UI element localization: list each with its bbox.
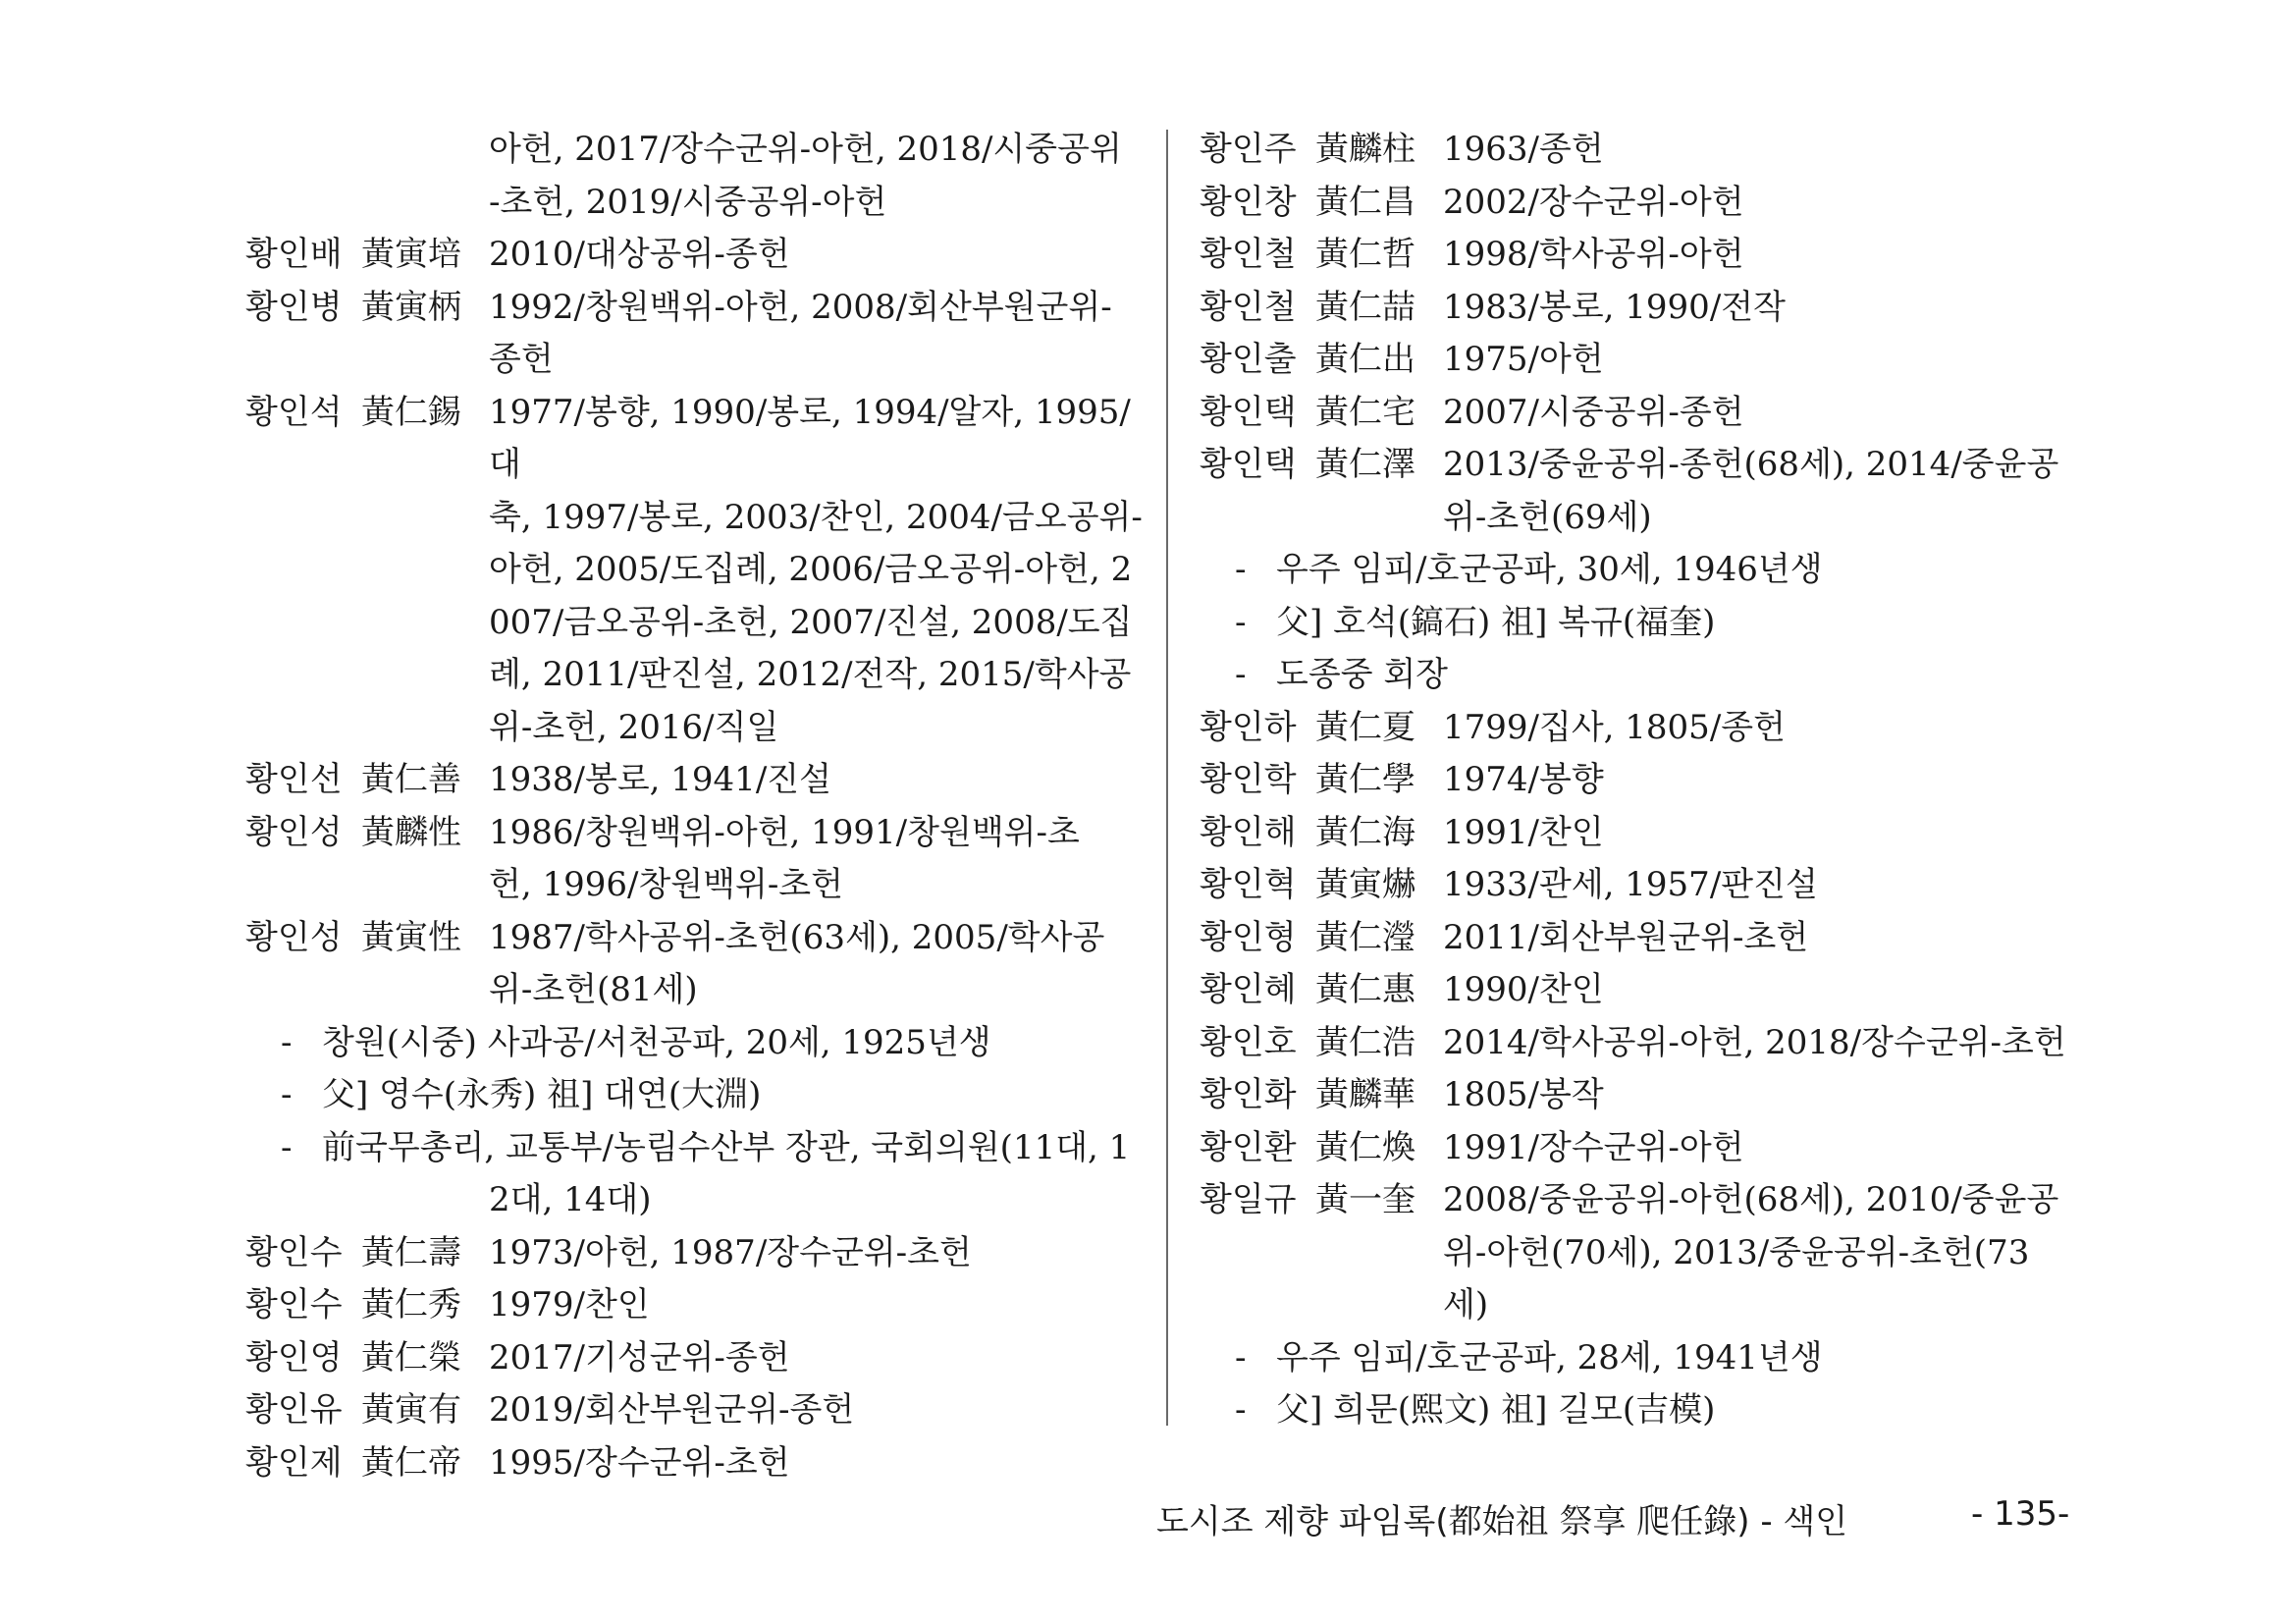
note-line <box>245 1069 1148 1122</box>
entry-hanja: 黃仁瀅 <box>1315 917 1415 957</box>
entry-name: 황인성 <box>245 917 343 957</box>
entry-hanja: 黃仁善 <box>361 760 461 799</box>
record-line: 위-초헌(81세) <box>489 970 698 1009</box>
dash-mark: - <box>1235 550 1247 589</box>
entry-name: 황인병 <box>245 287 343 327</box>
entry-name: 황인영 <box>245 1337 343 1378</box>
record-line: 2013/중윤공위-종헌(68세), 2014/중윤공 <box>1443 445 2059 484</box>
entry-records <box>489 1437 1148 1490</box>
note-line <box>245 1122 1148 1175</box>
entry-hanja: 黃仁宅 <box>1315 392 1415 432</box>
index-entry <box>1200 177 2108 230</box>
entry-name: 황일규 <box>1200 1180 1297 1219</box>
index-entry <box>1200 807 2108 860</box>
index-entry <box>245 229 1148 282</box>
entry-name: 황인해 <box>1200 812 1297 852</box>
index-entry <box>1200 1174 2108 1332</box>
entry-name: 황인철 <box>1200 287 1297 327</box>
record-line: 1995/장수군위-초헌 <box>489 1442 790 1483</box>
note-line <box>1200 544 2108 597</box>
entry-hanja: 黃仁惠 <box>1315 970 1415 1009</box>
note-line <box>245 1017 1148 1070</box>
entry-records <box>1443 387 2108 440</box>
entry-records <box>1443 912 2108 965</box>
record-line: 2011/회산부원군위-초헌 <box>1443 917 1809 957</box>
note-text: 우주 임피/호군공파, 28세, 1941년생 <box>1276 1337 1823 1378</box>
entry-hanja: 黃寅培 <box>361 235 461 274</box>
note-line <box>1200 1332 2108 1385</box>
entry-records <box>1443 1122 2108 1175</box>
index-entry <box>245 807 1148 912</box>
entry-name: 황인호 <box>1200 1022 1297 1062</box>
entry-records <box>489 1332 1148 1385</box>
entry-records <box>489 1227 1148 1280</box>
entry-records <box>489 1384 1148 1437</box>
entry-hanja: 黃仁秀 <box>361 1285 461 1324</box>
column-divider <box>1166 130 1168 1426</box>
index-entry <box>1200 334 2108 387</box>
record-line: 2019/회산부원군위-종헌 <box>489 1390 855 1430</box>
record-line: 아헌, 2005/도집례, 2006/금오공위-아헌, 2 <box>489 550 1133 589</box>
entry-name: 황인화 <box>1200 1075 1297 1114</box>
note-text: 父] 영수(永秀) 祖] 대연(大淵) <box>322 1075 762 1114</box>
record-line: 헌, 1996/창원백위-초헌 <box>489 865 843 904</box>
entry-name: 황인출 <box>1200 340 1297 379</box>
record-line: 위-초헌(69세) <box>1443 497 1652 537</box>
entry-hanja: 黃仁榮 <box>361 1337 461 1378</box>
index-entry <box>1200 1069 2108 1122</box>
record-line: 2002/장수군위-아헌 <box>1443 182 1744 222</box>
entry-name: 황인주 <box>1200 130 1297 169</box>
left-column <box>245 124 1148 1489</box>
entry-name: 황인택 <box>1200 445 1297 484</box>
index-entry <box>245 1437 1148 1490</box>
continuation-line: 아헌, 2017/장수군위-아헌, 2018/시중공위 <box>489 130 1122 169</box>
dash-mark: - <box>1235 602 1247 642</box>
entry-records <box>1443 964 2108 1017</box>
entry-hanja: 黃仁帝 <box>361 1442 461 1483</box>
record-line: 1990/찬인 <box>1443 970 1604 1009</box>
index-entry <box>1200 1122 2108 1175</box>
record-line: 2014/학사공위-아헌, 2018/장수군위-초헌 <box>1443 1022 2066 1062</box>
entry-records <box>1443 859 2108 912</box>
entry-name: 황인혁 <box>1200 865 1297 904</box>
record-line: 1986/창원백위-아헌, 1991/창원백위-초 <box>489 812 1080 852</box>
record-line: 1973/아헌, 1987/장수군위-초헌 <box>489 1232 972 1272</box>
index-entry <box>1200 439 2108 544</box>
entry-records <box>1443 124 2108 177</box>
note-text: 우주 임피/호군공파, 30세, 1946년생 <box>1276 550 1823 589</box>
page-number: - 135- <box>1971 1494 2070 1534</box>
entry-name: 황인제 <box>245 1442 343 1483</box>
dash-mark: - <box>281 1022 293 1062</box>
index-entry <box>245 1227 1148 1280</box>
index-entry <box>245 1384 1148 1437</box>
note-line <box>1200 649 2108 702</box>
entry-hanja: 黃仁哲 <box>1315 235 1415 274</box>
entry-hanja: 黃仁澤 <box>1315 445 1415 484</box>
entry-name: 황인환 <box>1200 1127 1297 1167</box>
entry-name: 황인수 <box>245 1232 343 1272</box>
entry-hanja: 黃仁喆 <box>1315 287 1415 327</box>
record-line: 1991/찬인 <box>1443 812 1604 852</box>
note-text: 창원(시중) 사과공/서천공파, 20세, 1925년생 <box>322 1022 991 1062</box>
record-line: 종헌 <box>489 340 554 379</box>
entry-records <box>1443 1069 2108 1122</box>
record-line: 위-초헌, 2016/직일 <box>489 707 779 747</box>
entry-name: 황인석 <box>245 392 343 432</box>
dash-mark: - <box>1235 1390 1247 1430</box>
index-entry <box>245 282 1148 387</box>
record-line: 1977/봉향, 1990/봉로, 1994/알자, 1995/대 <box>489 392 1131 484</box>
entry-records <box>1443 807 2108 860</box>
entry-records <box>1443 229 2108 282</box>
index-entry <box>1200 282 2108 335</box>
index-entry <box>1200 1017 2108 1070</box>
record-line: 1975/아헌 <box>1443 340 1604 379</box>
entry-hanja: 黃寅爀 <box>1315 865 1415 904</box>
record-line: 1963/종헌 <box>1443 130 1604 169</box>
record-line: 축, 1997/봉로, 2003/찬인, 2004/금오공위- <box>489 497 1143 537</box>
continuation-line: -초헌, 2019/시중공위-아헌 <box>489 182 887 222</box>
index-entry <box>1200 124 2108 177</box>
entry-records <box>1443 282 2108 335</box>
entry-records <box>489 912 1148 1017</box>
entry-name: 황인선 <box>245 760 343 799</box>
dash-mark: - <box>281 1075 293 1114</box>
entry-name: 황인하 <box>1200 707 1297 747</box>
entry-records <box>1443 334 2108 387</box>
index-entry <box>1200 754 2108 807</box>
record-line: 1992/창원백위-아헌, 2008/회산부원군위- <box>489 287 1112 327</box>
entry-records <box>489 282 1148 387</box>
entry-name: 황인성 <box>245 812 343 852</box>
record-line: 위-아헌(70세), 2013/중윤공위-초헌(73 <box>1443 1232 2030 1272</box>
entry-hanja: 黃仁出 <box>1315 340 1415 379</box>
entry-hanja: 黃麟性 <box>361 812 461 852</box>
record-line: 1799/집사, 1805/종헌 <box>1443 707 1786 747</box>
entry-hanja: 黃仁學 <box>1315 760 1415 799</box>
record-line: 007/금오공위-초헌, 2007/진설, 2008/도집 <box>489 602 1133 642</box>
entry-records <box>1443 754 2108 807</box>
entry-hanja: 黃麟柱 <box>1315 130 1415 169</box>
record-line: 1987/학사공위-초헌(63세), 2005/학사공 <box>489 917 1105 957</box>
dash-mark: - <box>1235 1337 1247 1378</box>
note-text: 前국무총리, 교통부/농림수산부 장관, 국회의원(11대, 1 <box>322 1127 1131 1167</box>
note-text: 父] 호석(鎬石) 祖] 복규(福奎) <box>1276 602 1716 642</box>
entry-records <box>1443 1174 2108 1332</box>
record-line: 2007/시중공위-종헌 <box>1443 392 1744 432</box>
dash-mark: - <box>281 1127 293 1167</box>
entry-hanja: 黃仁壽 <box>361 1232 461 1272</box>
record-line: 2010/대상공위-종헌 <box>489 235 790 274</box>
record-line: 1933/관세, 1957/판진설 <box>1443 865 1818 904</box>
entry-hanja: 黃寅有 <box>361 1390 461 1430</box>
entry-records <box>1443 177 2108 230</box>
record-line: 1805/봉작 <box>1443 1075 1604 1114</box>
entry-records <box>1443 1017 2108 1070</box>
entry-hanja: 黃麟華 <box>1315 1075 1415 1114</box>
entry-hanja: 黃寅柄 <box>361 287 461 327</box>
record-line: 례, 2011/판진설, 2012/전작, 2015/학사공 <box>489 655 1132 694</box>
index-entry <box>245 912 1148 1017</box>
record-line: 1974/봉향 <box>1443 760 1604 799</box>
index-entry <box>245 1279 1148 1332</box>
index-entry <box>1200 702 2108 755</box>
entry-hanja: 黃仁夏 <box>1315 707 1415 747</box>
entry-name: 황인혜 <box>1200 970 1297 1009</box>
entry-name: 황인수 <box>245 1285 343 1324</box>
note-line <box>1200 597 2108 650</box>
entry-name: 황인학 <box>1200 760 1297 799</box>
index-entry <box>245 387 1148 755</box>
entry-hanja: 黃仁錫 <box>361 392 461 432</box>
footer-title: 도시조 제향 파임록(都始祖 祭享 爬任錄) - 색인 <box>1156 1502 1848 1541</box>
entry-name: 황인창 <box>1200 182 1297 222</box>
entry-records <box>1443 439 2108 544</box>
entry-records <box>489 807 1148 912</box>
record-line: 1938/봉로, 1941/진설 <box>489 760 831 799</box>
index-entry <box>1200 964 2108 1017</box>
entry-records <box>489 387 1148 755</box>
index-entry <box>245 1332 1148 1385</box>
note-text: 도종중 회장 <box>1276 655 1449 694</box>
entry-name: 황인유 <box>245 1390 343 1430</box>
index-entry <box>245 754 1148 807</box>
entry-records <box>1443 702 2108 755</box>
index-entry <box>1200 229 2108 282</box>
dash-mark: - <box>1235 655 1247 694</box>
entry-hanja: 黃仁昌 <box>1315 182 1415 222</box>
index-entry <box>1200 387 2108 440</box>
entry-records <box>489 1279 1148 1332</box>
entry-records <box>489 754 1148 807</box>
record-line: 1979/찬인 <box>489 1285 650 1324</box>
record-line: 2008/중윤공위-아헌(68세), 2010/중윤공 <box>1443 1180 2059 1219</box>
entry-hanja: 黃一奎 <box>1315 1180 1415 1219</box>
entry-hanja: 黃仁海 <box>1315 812 1415 852</box>
entry-hanja: 黃寅性 <box>361 917 461 957</box>
entry-hanja: 黃仁浩 <box>1315 1022 1415 1062</box>
right-column <box>1200 124 2108 1437</box>
record-line: 1983/봉로, 1990/전작 <box>1443 287 1786 327</box>
record-line: 1998/학사공위-아헌 <box>1443 235 1744 274</box>
entry-hanja: 黃仁煥 <box>1315 1127 1415 1167</box>
record-line: 세) <box>1443 1285 1489 1324</box>
index-entry <box>1200 912 2108 965</box>
entry-name: 황인철 <box>1200 235 1297 274</box>
note-continuation: 2대, 14대) <box>489 1180 652 1219</box>
index-entry <box>1200 859 2108 912</box>
entry-name: 황인배 <box>245 235 343 274</box>
note-text: 父] 희문(熙文) 祖] 길모(吉模) <box>1276 1390 1716 1430</box>
entry-name: 황인형 <box>1200 917 1297 957</box>
record-line: 2017/기성군위-종헌 <box>489 1337 790 1378</box>
entry-records <box>489 229 1148 282</box>
entry-name: 황인택 <box>1200 392 1297 432</box>
note-line <box>1200 1384 2108 1437</box>
record-line: 1991/장수군위-아헌 <box>1443 1127 1744 1167</box>
